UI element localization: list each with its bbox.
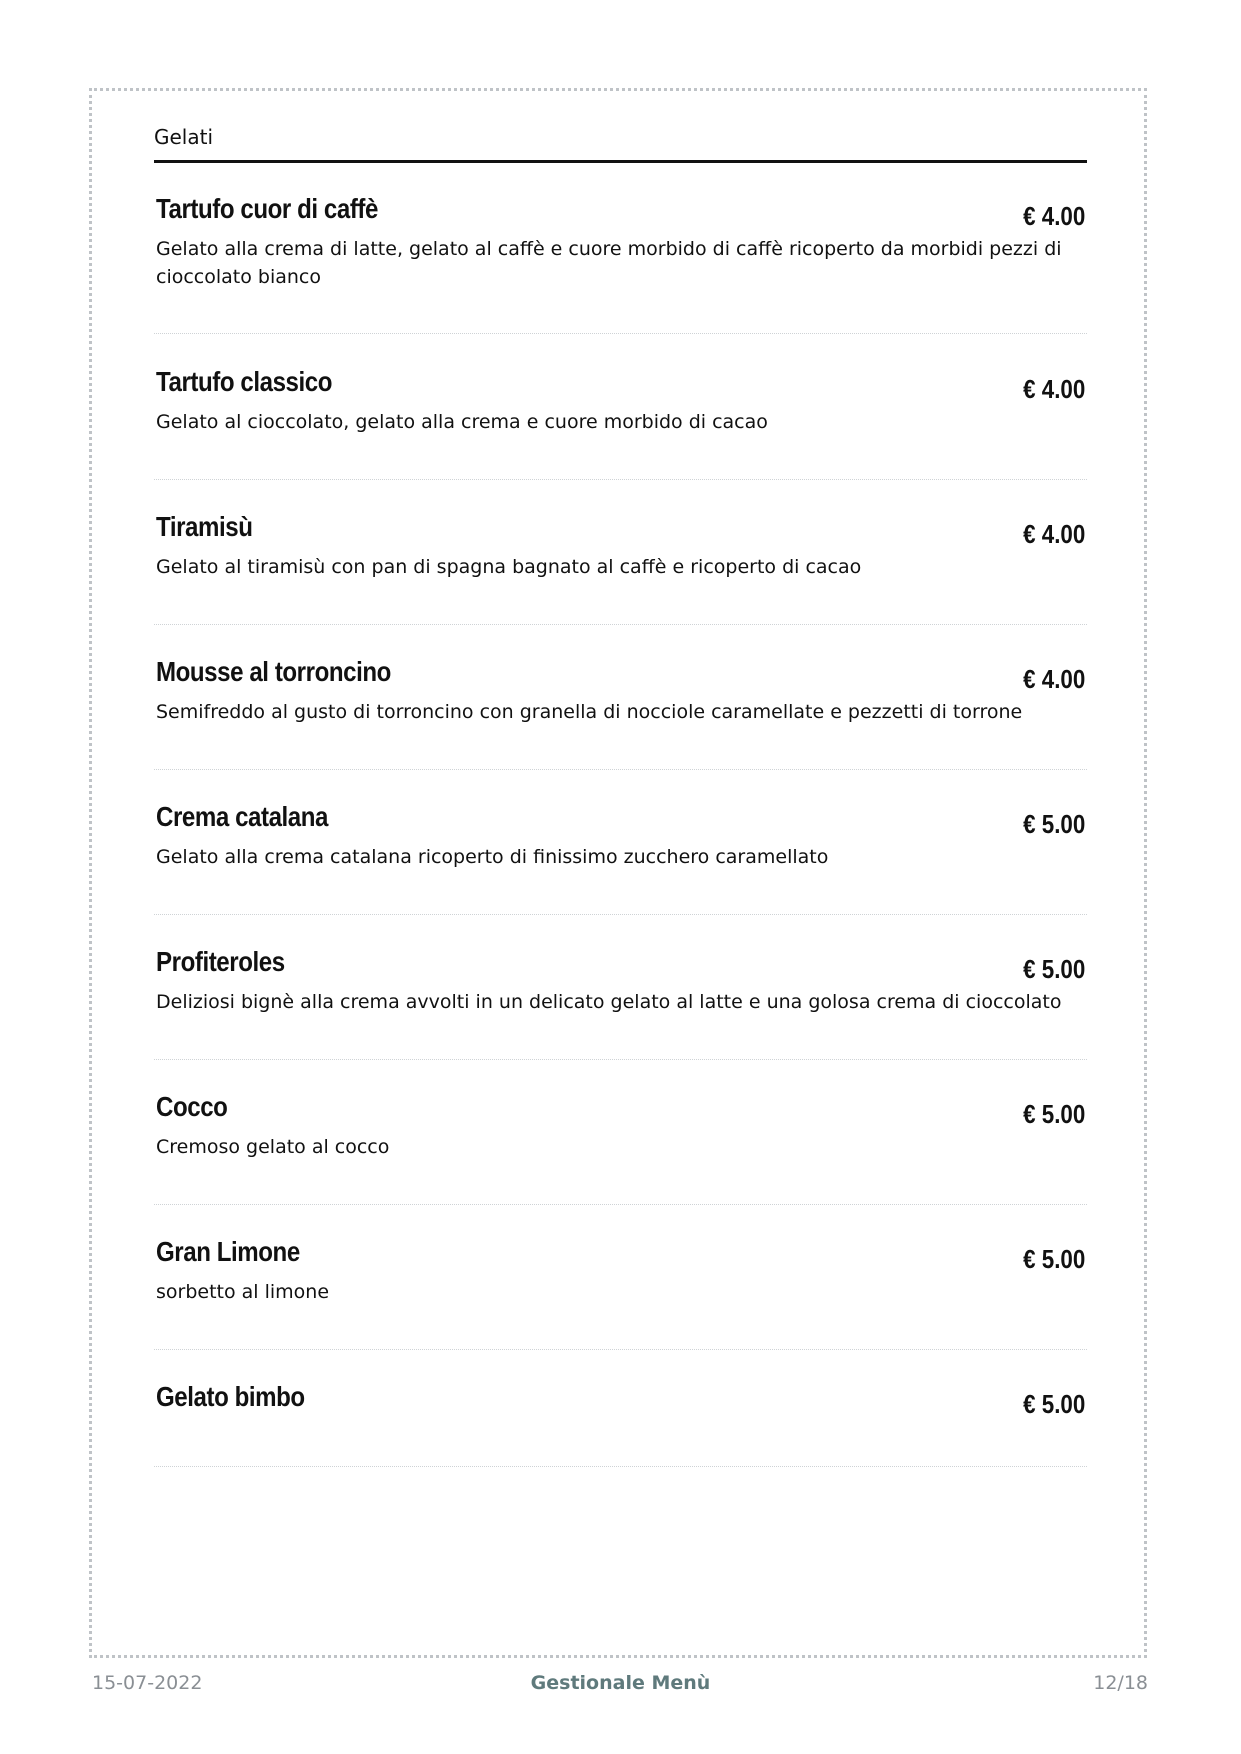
item-description: Gelato al cioccolato, gelato alla crema e cuore morbido di cacao: [156, 411, 768, 433]
item-price: € 4.00: [1022, 519, 1085, 549]
item-name: Tiramisù: [156, 511, 253, 542]
item-separator: [154, 769, 1087, 770]
item-separator: [154, 1204, 1087, 1205]
item-description: Gelato alla crema di latte, gelato al caffè e cuore morbido di caffè ricoperto da morbidi pezzi di cioccolato bianco: [156, 238, 1062, 288]
item-description: Gelato alla crema catalana ricoperto di finissimo zucchero caramellato: [156, 846, 829, 868]
item-name: Mousse al torroncino: [156, 656, 391, 687]
item-description: Cremoso gelato al cocco: [156, 1136, 390, 1158]
item-separator: [154, 624, 1087, 625]
item-name: Gran Limone: [156, 1236, 300, 1267]
footer-brand: Gestionale Menù: [530, 1672, 711, 1694]
item-name: Profiteroles: [156, 946, 285, 977]
item-price: € 4.00: [1022, 374, 1085, 404]
item-separator: [154, 1059, 1087, 1060]
item-separator: [154, 1349, 1087, 1350]
item-price: € 4.00: [1022, 201, 1085, 231]
item-name: Cocco: [156, 1091, 228, 1122]
item-price: € 4.00: [1022, 664, 1085, 694]
item-description: Semifreddo al gusto di torroncino con granella di nocciole caramellate e pezzetti di torrone: [156, 701, 1023, 723]
item-name: Tartufo classico: [156, 366, 333, 397]
section-divider: [154, 160, 1087, 163]
section-title: Gelati: [154, 125, 214, 149]
page-border: [89, 88, 1147, 1658]
footer-page-number: 12/18: [1093, 1672, 1148, 1694]
item-separator: [154, 1466, 1087, 1467]
item-price: € 5.00: [1022, 1244, 1085, 1274]
item-price: € 5.00: [1022, 809, 1085, 839]
item-separator: [154, 479, 1087, 480]
item-price: € 5.00: [1022, 954, 1085, 984]
item-name: Crema catalana: [156, 801, 329, 832]
footer-date: 15-07-2022: [92, 1672, 203, 1694]
item-description: sorbetto al limone: [156, 1281, 330, 1303]
item-description: Deliziosi bignè alla crema avvolti in un delicato gelato al latte e una golosa crema di cioccolato: [156, 991, 1062, 1013]
item-price: € 5.00: [1022, 1099, 1085, 1129]
item-name: Tartufo cuor di caffè: [156, 193, 378, 224]
item-separator: [154, 333, 1087, 334]
item-separator: [154, 914, 1087, 915]
item-description: Gelato al tiramisù con pan di spagna bagnato al caffè e ricoperto di cacao: [156, 556, 862, 578]
item-name: Gelato bimbo: [156, 1381, 305, 1412]
item-price: € 5.00: [1022, 1389, 1085, 1419]
